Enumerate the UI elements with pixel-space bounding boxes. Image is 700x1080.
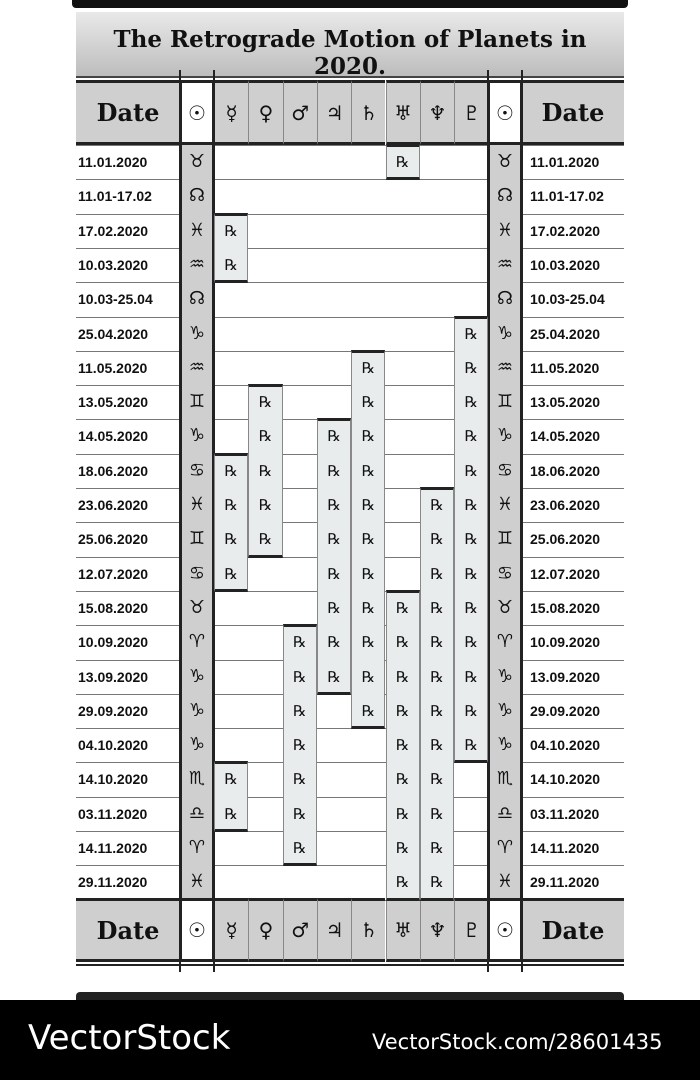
date-cell-right: 10.03.2020	[530, 256, 601, 273]
saturn-icon: ♄	[351, 80, 385, 145]
zodiac-sign-icon: ♓	[188, 494, 206, 515]
zodiac-sign-icon: ♓	[496, 494, 514, 515]
retrograde-mark-icon: ℞	[327, 667, 341, 686]
zodiac-sign-icon: ♊	[188, 391, 206, 413]
retrograde-mark-icon: ℞	[395, 873, 410, 892]
zodiac-sign-icon: ♋	[188, 562, 206, 584]
zodiac-sign-icon: ♓	[496, 219, 514, 241]
date-cell-right: 11.01.2020	[530, 154, 600, 170]
row-divider	[214, 317, 488, 318]
retrograde-mark-icon: ℞	[258, 530, 273, 549]
date-cell-right: 17.02.2020	[530, 222, 601, 239]
retrograde-mark-icon: ℞	[464, 736, 478, 755]
retrograde-mark-icon: ℞	[395, 701, 410, 720]
sun-icon: ☉	[180, 80, 214, 145]
zodiac-sign-icon: ♉	[496, 596, 514, 618]
zodiac-sign-icon: ♓	[188, 871, 206, 893]
retrograde-mark-icon: ℞	[327, 633, 341, 652]
footer-logo: VectorStock	[28, 1018, 231, 1058]
venus-icon: ♀	[248, 898, 282, 962]
retrograde-mark-icon: ℞	[258, 461, 273, 480]
retrograde-mark-icon: ℞	[258, 496, 273, 514]
date-cell: 12.07.2020	[78, 565, 149, 582]
retrograde-mark-icon: ℞	[361, 530, 376, 549]
row-divider	[214, 248, 488, 249]
retrograde-mark-icon: ℞	[327, 598, 341, 617]
retrograde-mark-icon: ℞	[430, 598, 444, 617]
retrograde-mark-icon: ℞	[430, 701, 444, 720]
retrograde-mark-icon: ℞	[224, 221, 238, 240]
date-cell-right: 13.09.2020	[530, 668, 601, 685]
zodiac-sign-icon: ♑	[496, 425, 514, 447]
zodiac-sign-icon: ♋	[496, 562, 514, 584]
retrograde-mark-icon: ℞	[258, 393, 273, 412]
zodiac-sign-icon: ♎	[496, 802, 514, 824]
retrograde-mark-icon: ℞	[293, 770, 307, 789]
retrograde-mark-icon: ℞	[224, 564, 238, 583]
mercury-icon: ☿	[214, 898, 248, 962]
zodiac-sign-icon: ♑	[188, 734, 206, 756]
pluto-icon: ♇	[454, 898, 488, 962]
retrograde-mark-icon: ℞	[464, 393, 478, 412]
retrograde-mark-icon: ℞	[361, 564, 376, 583]
retrograde-mark-icon: ℞	[430, 496, 444, 514]
zodiac-sign-icon: ☊	[497, 288, 513, 310]
retrograde-mark-icon: ℞	[464, 324, 478, 343]
sun-icon: ☉	[488, 80, 522, 145]
zodiac-sign-icon: ♈	[188, 631, 206, 653]
date-cell-right: 14.11.2020	[530, 840, 600, 856]
zodiac-sign-icon: ♑	[188, 425, 206, 447]
retrograde-mark-icon: ℞	[430, 770, 444, 789]
zodiac-sign-icon: ♈	[188, 837, 206, 858]
date-cell: 10.09.2020	[78, 634, 149, 651]
retrograde-mark-icon: ℞	[293, 633, 307, 652]
mars-icon: ♂	[283, 80, 317, 145]
top-roller	[72, 0, 628, 8]
retrograde-mark-icon: ℞	[327, 461, 341, 480]
neptune-icon: ♆	[420, 80, 454, 145]
retrograde-mark-icon: ℞	[430, 839, 444, 857]
zodiac-sign-icon: ♎	[188, 802, 206, 824]
date-cell: 13.09.2020	[78, 668, 149, 685]
retrograde-mark-icon: ℞	[395, 667, 410, 686]
top-date-header-right: Date	[522, 80, 624, 145]
retrograde-mark-icon: ℞	[464, 496, 478, 514]
zodiac-sign-icon: ♑	[188, 322, 206, 344]
retrograde-mark-icon: ℞	[293, 736, 307, 755]
retrograde-mark-icon: ℞	[327, 564, 341, 583]
retrograde-mark-icon: ℞	[464, 701, 478, 720]
mars-icon: ♂	[283, 898, 317, 962]
retrograde-mark-icon: ℞	[361, 393, 376, 412]
jupiter-icon: ♃	[317, 80, 351, 145]
jupiter-icon: ♃	[317, 898, 351, 962]
retrograde-mark-icon: ℞	[361, 598, 376, 617]
zodiac-sign-icon: ♑	[188, 699, 206, 721]
retrograde-mark-icon: ℞	[464, 461, 478, 480]
date-cell: 15.08.2020	[78, 599, 149, 616]
zodiac-sign-icon: ♉	[188, 596, 206, 618]
uranus-icon: ♅	[386, 80, 420, 145]
date-cell: 18.06.2020	[78, 462, 149, 479]
retrograde-mark-icon: ℞	[430, 633, 444, 652]
retrograde-mark-icon: ℞	[293, 804, 307, 823]
retrograde-mark-icon: ℞	[430, 873, 444, 892]
retrograde-mark-icon: ℞	[395, 736, 410, 755]
date-cell: 11.05.2020	[78, 359, 148, 376]
row-divider	[214, 214, 488, 215]
retrograde-mark-icon: ℞	[464, 427, 478, 446]
row-divider	[214, 282, 488, 283]
bottom-date-header: Date	[76, 898, 180, 962]
zodiac-sign-icon: ♒	[496, 356, 514, 378]
zodiac-sign-icon: ♓	[496, 871, 514, 893]
zodiac-sign-icon: ♈	[496, 631, 514, 653]
date-cell-right: 11.01-17.02	[530, 188, 604, 205]
date-cell: 25.06.2020	[78, 531, 149, 548]
date-cell: 14.10.2020	[78, 771, 149, 788]
zodiac-sign-icon: ♑	[496, 734, 514, 756]
retrograde-mark-icon: ℞	[361, 701, 376, 720]
retrograde-mark-icon: ℞	[224, 496, 238, 514]
zodiac-sign-icon: ♊	[496, 528, 514, 550]
venus-icon: ♀	[248, 80, 282, 145]
neptune-icon: ♆	[420, 898, 454, 962]
retrograde-mark-icon: ℞	[430, 530, 444, 549]
date-cell-right: 13.05.2020	[530, 394, 601, 411]
pluto-icon: ♇	[454, 80, 488, 145]
date-cell-right: 25.06.2020	[530, 531, 601, 548]
zodiac-sign-icon: ♊	[496, 391, 514, 413]
date-cell-right: 18.06.2020	[530, 462, 601, 479]
zodiac-sign-icon: ☊	[497, 185, 513, 207]
retrograde-mark-icon: ℞	[224, 770, 238, 789]
retrograde-mark-icon: ℞	[293, 701, 307, 720]
retrograde-mark-icon: ℞	[327, 427, 341, 446]
date-cell-right: 14.10.2020	[530, 771, 601, 788]
retrograde-mark-icon: ℞	[464, 358, 478, 377]
retrograde-mark-icon: ℞	[430, 736, 444, 755]
date-cell: 23.06.2020	[78, 497, 149, 513]
zodiac-sign-icon: ♉	[496, 151, 514, 172]
date-cell: 29.11.2020	[78, 874, 148, 891]
date-cell-right: 25.04.2020	[530, 325, 601, 342]
date-cell-right: 23.06.2020	[530, 497, 601, 513]
retrograde-mark-icon: ℞	[395, 153, 410, 171]
date-cell: 17.02.2020	[78, 222, 149, 239]
date-cell-right: 10.03-25.04	[530, 291, 605, 308]
retrograde-mark-icon: ℞	[361, 496, 376, 514]
retrograde-mark-icon: ℞	[430, 804, 444, 823]
bottom-rule	[76, 964, 624, 966]
date-cell: 10.03-25.04	[78, 291, 153, 308]
date-cell-right: 10.09.2020	[530, 634, 601, 651]
retrograde-mark-icon: ℞	[395, 839, 410, 857]
retrograde-mark-icon: ℞	[327, 530, 341, 549]
retrograde-mark-icon: ℞	[395, 804, 410, 823]
retrograde-mark-icon: ℞	[395, 770, 410, 789]
date-cell-right: 29.11.2020	[530, 874, 600, 891]
zodiac-sign-icon: ♒	[496, 253, 514, 275]
retrograde-mark-icon: ℞	[395, 598, 410, 617]
date-cell-right: 15.08.2020	[530, 599, 601, 616]
retrograde-mark-icon: ℞	[464, 564, 478, 583]
bottom-roller	[76, 992, 624, 1000]
date-cell-right: 14.05.2020	[530, 428, 601, 445]
retrograde-mark-icon: ℞	[464, 633, 478, 652]
zodiac-sign-icon: ☊	[189, 288, 205, 310]
retrograde-mark-icon: ℞	[293, 667, 307, 686]
zodiac-sign-icon: ♒	[188, 253, 206, 275]
date-cell-right: 03.11.2020	[530, 805, 600, 822]
date-cell-right: 29.09.2020	[530, 702, 601, 719]
retrograde-mark-icon: ℞	[361, 461, 376, 480]
saturn-icon: ♄	[351, 898, 385, 962]
uranus-icon: ♅	[386, 898, 420, 962]
retrograde-mark-icon: ℞	[224, 461, 238, 480]
zodiac-sign-icon: ♋	[188, 459, 206, 481]
zodiac-sign-icon: ♓	[188, 219, 206, 241]
retrograde-mark-icon: ℞	[430, 564, 444, 583]
footer-url: VectorStock.com/28601435	[372, 1030, 663, 1054]
retrograde-mark-icon: ℞	[361, 358, 376, 377]
zodiac-sign-icon: ♒	[188, 356, 206, 378]
date-cell: 14.11.2020	[78, 840, 148, 856]
zodiac-sign-icon: ♑	[188, 665, 206, 687]
date-cell-right: 04.10.2020	[530, 737, 601, 754]
retrograde-mark-icon: ℞	[327, 496, 341, 514]
zodiac-sign-icon: ♉	[188, 151, 206, 172]
row-divider	[214, 145, 488, 146]
retrograde-mark-icon: ℞	[430, 667, 444, 686]
zodiac-sign-icon: ♏	[496, 768, 514, 790]
date-cell: 14.05.2020	[78, 428, 149, 445]
date-cell-right: 11.05.2020	[530, 359, 600, 376]
bottom-date-header-right: Date	[522, 898, 624, 962]
date-cell-right: 12.07.2020	[530, 565, 601, 582]
sun-icon: ☉	[180, 898, 214, 962]
row-divider	[214, 179, 488, 180]
retrograde-mark-icon: ℞	[361, 427, 376, 446]
retrograde-mark-icon: ℞	[258, 427, 273, 446]
date-cell: 03.11.2020	[78, 805, 148, 822]
date-cell: 04.10.2020	[78, 737, 149, 754]
mercury-icon: ☿	[214, 80, 248, 145]
retrograde-mark-icon: ℞	[464, 598, 478, 617]
page-title: The Retrograde Motion of Planets in 2020.	[113, 26, 587, 80]
zodiac-sign-icon: ♋	[496, 459, 514, 481]
zodiac-sign-icon: ♑	[496, 665, 514, 687]
zodiac-sign-icon: ♑	[496, 322, 514, 344]
date-cell: 11.01-17.02	[78, 188, 152, 205]
date-cell: 29.09.2020	[78, 702, 149, 719]
date-cell: 13.05.2020	[78, 394, 149, 411]
zodiac-sign-icon: ♑	[496, 699, 514, 721]
retrograde-mark-icon: ℞	[464, 667, 478, 686]
date-cell: 11.01.2020	[78, 154, 148, 170]
retrograde-mark-icon: ℞	[224, 530, 238, 549]
retrograde-mark-icon: ℞	[224, 804, 238, 823]
sun-icon: ☉	[488, 898, 522, 962]
retrograde-mark-icon: ℞	[224, 255, 238, 274]
retrograde-mark-icon: ℞	[464, 530, 478, 549]
zodiac-sign-icon: ♈	[496, 837, 514, 858]
retrograde-mark-icon: ℞	[395, 633, 410, 652]
retrograde-mark-icon: ℞	[361, 667, 376, 686]
date-cell: 25.04.2020	[78, 325, 149, 342]
retrograde-mark-icon: ℞	[293, 839, 307, 857]
retrograde-mark-icon: ℞	[361, 633, 376, 652]
zodiac-sign-icon: ♏	[188, 768, 206, 790]
top-date-header: Date	[76, 80, 180, 145]
date-cell: 10.03.2020	[78, 256, 149, 273]
zodiac-sign-icon: ☊	[189, 185, 205, 207]
zodiac-sign-icon: ♊	[188, 528, 206, 550]
